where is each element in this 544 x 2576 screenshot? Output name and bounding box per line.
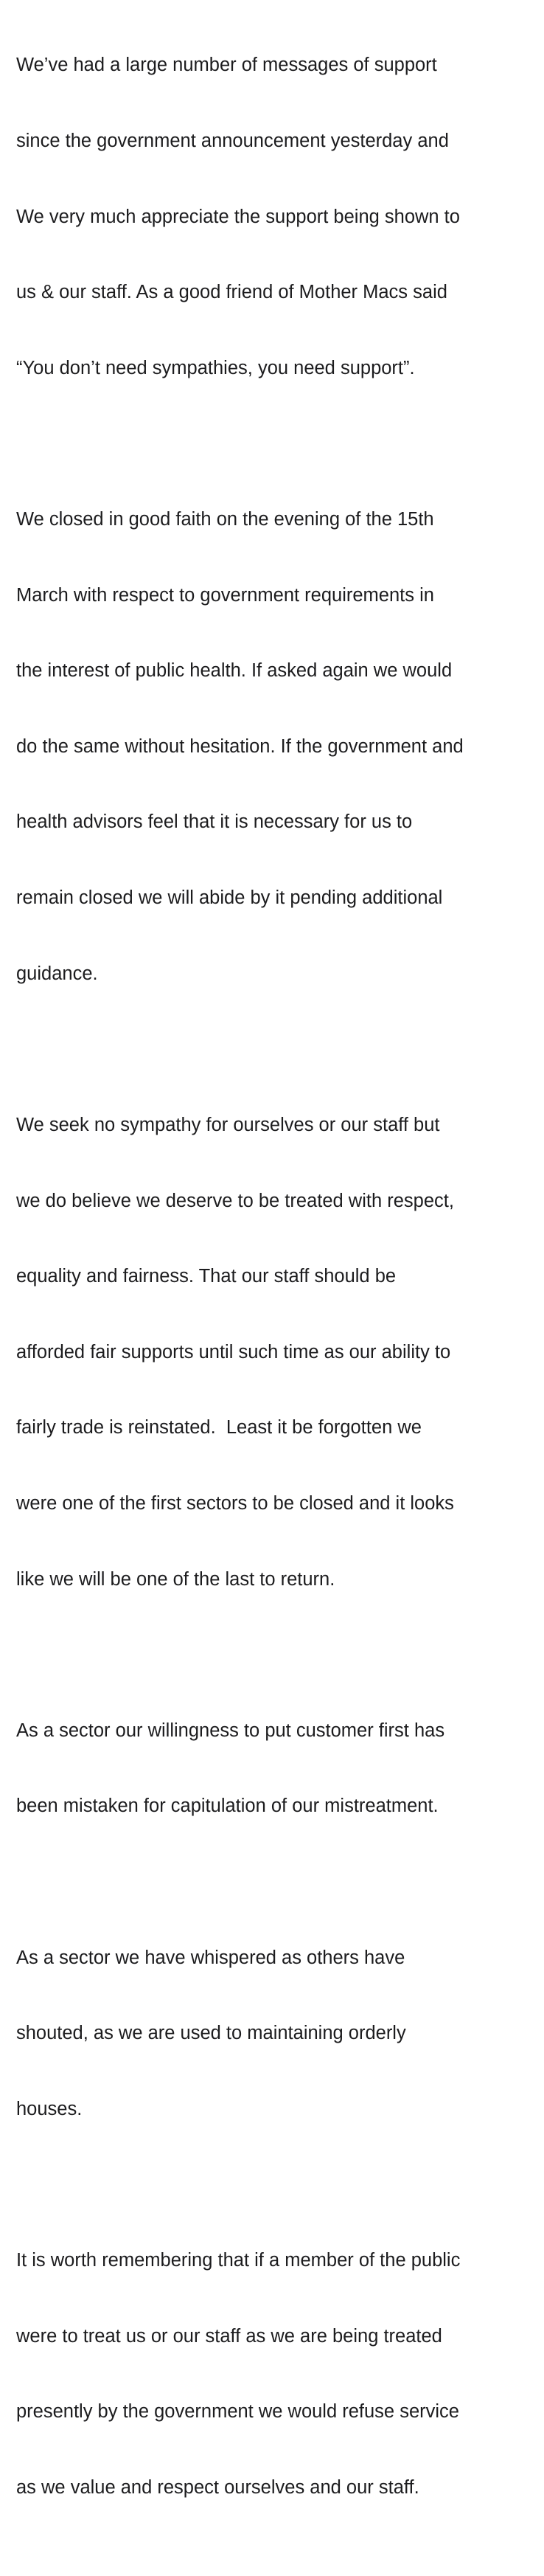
text-line: us & our staff. As a good friend of Mother Macs said (16, 282, 447, 303)
text-line: fairly trade is reinstated. Least it be forgotten we (16, 1417, 422, 1438)
text-line: shouted, as we are used to maintaining orderly (16, 2023, 406, 2044)
text-line: equality and fairness. That our staff should be (16, 1266, 397, 1287)
text-line: afforded fair supports until such time as our ability to (16, 1341, 451, 1363)
text-line: do the same without hesitation. If the government and (16, 735, 464, 757)
text-line: We closed in good faith on the evening of the 15th (16, 509, 434, 530)
text-line: were one of the first sectors to be closed and it looks (16, 1492, 454, 1514)
text-line: since the government announcement yesterday and (16, 131, 449, 152)
paragraph-whispered (16, 1894, 541, 2172)
text-line: As a sector our willingness to put customer first has (16, 1720, 445, 1741)
text-line: We very much appreciate the support being shown to (16, 206, 460, 227)
paragraph-worth-remembering (16, 2198, 541, 2551)
text-line: It is worth remembering that if a member of the public (16, 2250, 461, 2271)
text-line: houses. (16, 2098, 83, 2119)
text-line: We seek no sympathy for ourselves or our staff but (16, 1114, 440, 1135)
text-line: been mistaken for capitulation of our mistreatment. (16, 1796, 439, 1817)
text-line: health advisors feel that it is necessary for us to (16, 811, 413, 833)
text-line: remain closed we will abide by it pending additional (16, 887, 443, 909)
text-line: March with respect to government requirements in (16, 584, 434, 606)
statement-document (16, 0, 541, 2576)
text-line: As a sector we have whispered as others have (16, 1947, 405, 1968)
paragraph-customer-first (16, 1667, 541, 1869)
text-line: guidance. (16, 963, 98, 984)
paragraph-no-sympathy (16, 1062, 541, 1643)
text-line: as we value and respect ourselves and our staff. (16, 2476, 419, 2498)
text-line: like we will be one of the last to return. (16, 1568, 335, 1590)
text-line: presently by the government we would refuse service (16, 2401, 459, 2423)
text-line: we do believe we deserve to be treated with respect, (16, 1190, 454, 1211)
paragraph-support-messages (16, 0, 541, 431)
paragraph-closed-in-good-faith (16, 457, 541, 1037)
text-line: We’ve had a large number of messages of support (16, 55, 437, 76)
text-line: the interest of public health. If asked again we would (16, 660, 453, 682)
text-line: “You don’t need sympathies, you need support”. (16, 357, 415, 378)
text-line: were to treat us or our staff as we are being treated (16, 2325, 442, 2347)
